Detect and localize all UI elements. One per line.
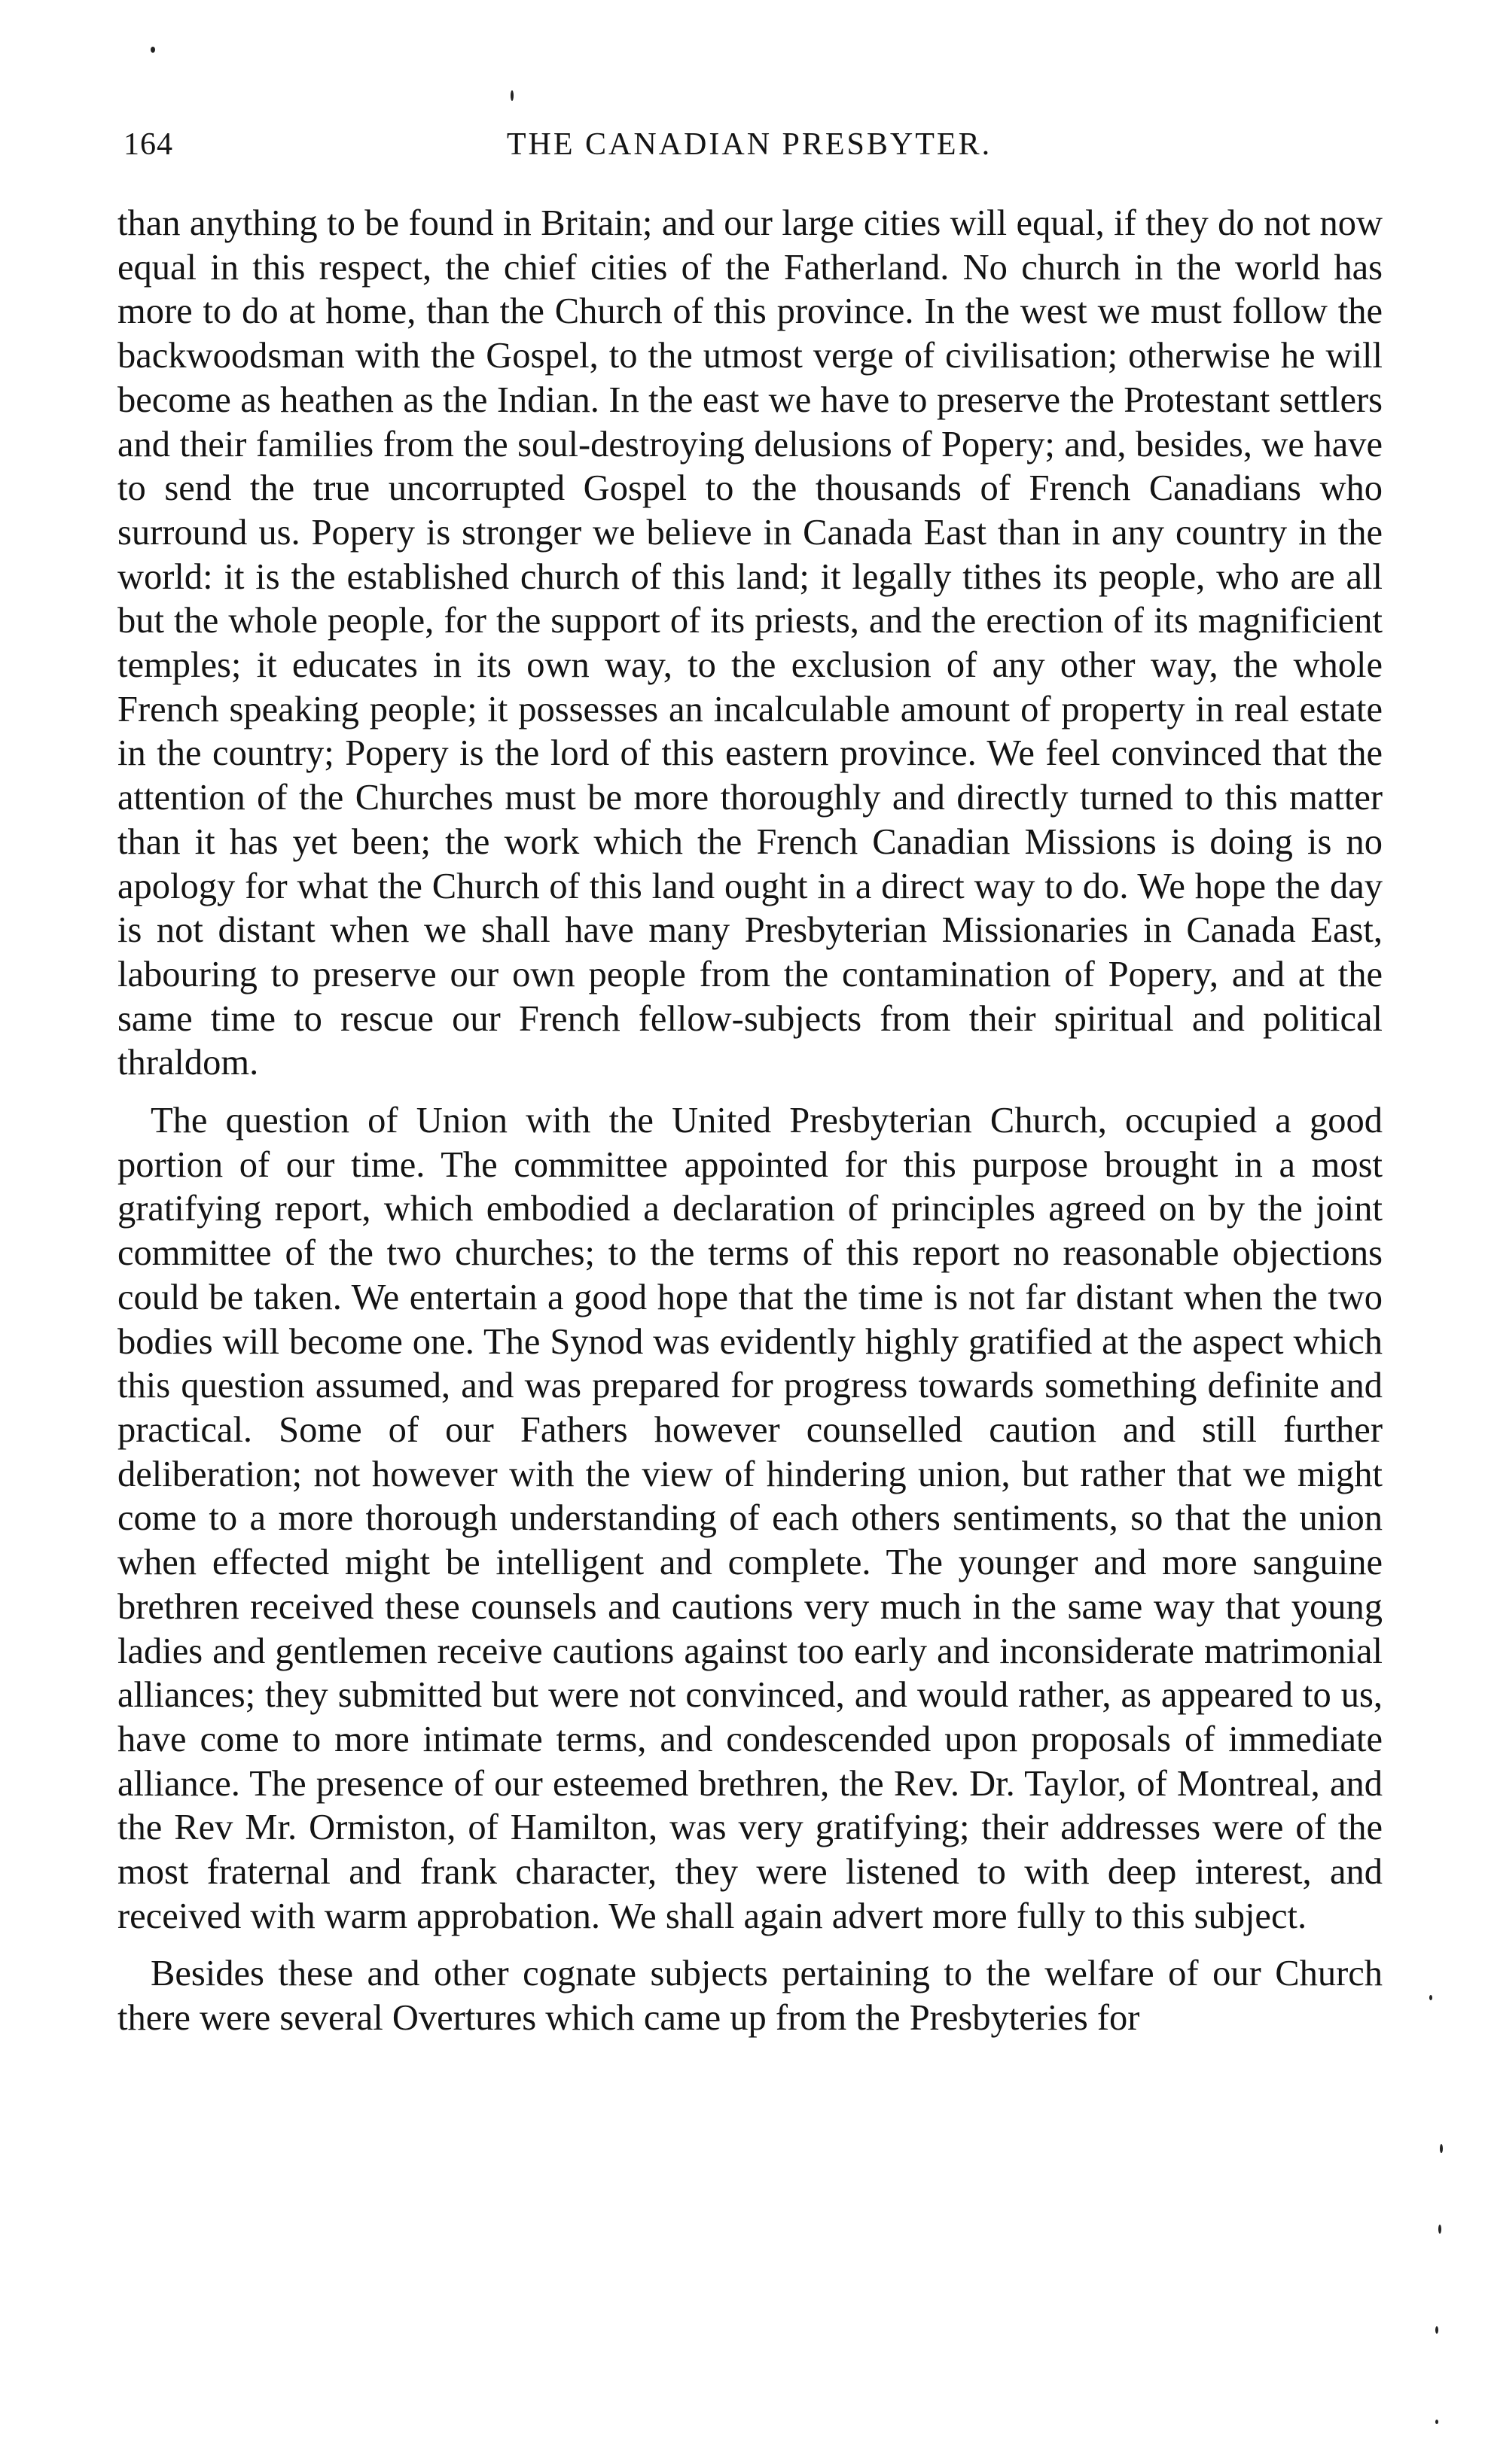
print-speck — [511, 90, 514, 101]
body-text — [117, 202, 1383, 2041]
paragraph-overtures: Besides these and other cognate subjects pertaining to the welfare of our Church there were several Overtures which came up from the Presbyteries for — [117, 1954, 1383, 2039]
print-speck — [1435, 2326, 1438, 2334]
print-speck — [1438, 2225, 1441, 2234]
running-head — [113, 126, 1386, 172]
paragraph-union-question: The question of Union with the United Presbyterian Church, occupied a good portion of our time. The committee appointed for this purpose brought in a most gratifying report, which embodied a declaration of principles agreed on by the joint committee of the two churches; to the terms of this report no reasonable objections could be taken. We entertain a good hope that the time is not far distant when the two bodies will become one. The Synod was evidently highly gratified at the aspect which this question assumed, and was prepared for progress towards something definite and practical. Some of our Fathers however counselled caution and still further deliberation; not however with the view of hindering union, but rather that we might come to a more thorough understanding of each others sentiments, so that the union when effected might be intelligent and complete. The younger and more sanguine brethren received these counsels and cautions very much in the same way that young ladies and gentlemen receive cautions against too early and inconsiderate matrimonial alliances; they submitted but were not convinced, and would rather, as appeared to us, have come to more intimate terms, and condescended upon proposals of immediate alliance. The presence of our esteemed brethren, the Rev. Dr. Taylor, of Montreal, and the Rev Mr. Ormiston, of Hamilton, was very gratifying; their addresses were of the most fraternal and frank character, they were listened to with deep interest, and received with warm approbation. We shall again advert more fully to this subject. — [117, 1101, 1383, 1936]
print-speck — [151, 47, 155, 53]
journal-title: THE CANADIAN PRESBYTER. — [506, 127, 993, 162]
book-page — [113, 0, 1386, 2464]
print-speck — [1429, 1995, 1432, 2000]
paragraph-continuation: than anything to be found in Britain; and our large cities will equal, if they do not now equal in this respect, the chief cities of the Fatherland. No church in the world has more to do at home, than the Church of this province. In the west we must follow the backwoodsman with the Gospel, to the utmost verge of civilisation; otherwise he will become as heathen as the Indian. In the east we have to preserve the Protestant settlers and their families from the soul-destroying delusions of Popery; and, besides, we have to send the true uncorrupted Gospel to the thousands of French Canadians who surround us. Popery is stronger we believe in Canada East than in any country in the world: it is the established church of this land; it legally tithes its people, who are all but the whole people, for the support of its priests, and the erection of its magnificient temples; it educates in its own way, to the exclusion of any other way, the whole French speaking people; it possesses an incalculable amount of property in real estate in the country; Popery is the lord of this eastern province. We feel convinced that the attention of the Churches must be more thoroughly and directly turned to this matter than it has yet been; the work which the French Canadian Missions is doing is no apology for what the Church of this land ought in a direct way to do. We hope the day is not distant when we shall have many Presbyterian Missionaries in Canada East, labouring to preserve our own people from the contamination of Popery, and at the same time to rescue our French fellow-subjects from their spiritual and political thraldom. — [117, 203, 1383, 1083]
page-number: 164 — [123, 127, 173, 162]
print-speck — [1440, 2144, 1443, 2153]
print-speck — [1435, 2420, 1438, 2424]
